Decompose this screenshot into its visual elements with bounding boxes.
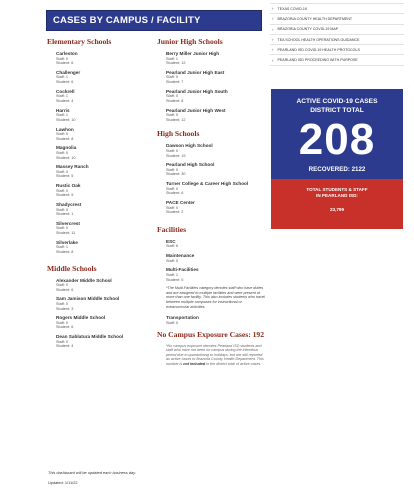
student-count [56,174,147,179]
update-notice: This dashboard will be updated each business day. [48,470,136,475]
junior-school-name: Pearland Junior High South [166,88,228,94]
student-count [166,118,267,123]
student-count [166,154,267,159]
student-value: 6 [71,80,74,85]
junior-school-name: Pearland Junior High East [166,69,225,75]
no-campus-note-bold: not included [183,361,206,366]
elementary-school-name: Lawhon [56,126,74,132]
staff-value: 1 [65,75,68,80]
student-value: 6 [71,61,74,66]
staff-label: Staff: [56,94,65,99]
student-value: 5 [71,193,74,198]
chevron-right-icon: › [272,47,274,53]
high-school-name: PACE Center [166,200,195,206]
transportation-name: Transportation [166,315,199,321]
student-label: Student: [56,80,71,85]
active-cases-panel [271,89,403,229]
staff-label: Staff: [56,226,65,231]
sidebar-links [270,4,404,66]
elementary-school-name: Shadycrest [56,202,82,207]
middle-title: Middle Schools [47,263,97,273]
population-label-1: TOTAL STUDENTS & STAFF [306,187,368,192]
chevron-right-icon: › [272,6,274,12]
student-label: Student: [56,231,71,236]
no-campus-note-post: in the district total of active cases. [205,361,262,366]
staff-label: Staff: [56,56,65,61]
staff-value: 0 [65,207,68,212]
high-entry [166,143,267,158]
elementary-school-name: Silvercrest [56,220,80,226]
student-count [56,193,147,198]
transportation-entry [166,315,267,325]
high-entry [166,200,267,215]
staff-value: 0 [175,186,178,191]
sidebar-link[interactable] [270,35,404,45]
student-label: Student: [56,155,71,160]
student-label: Student: [56,306,71,311]
staff-label: Staff: [166,205,175,210]
staff-value: 0 [65,132,68,137]
high-entry [166,181,267,196]
student-value: 12 [181,61,186,66]
staff-value: 0 [175,113,178,118]
staff-label: Staff: [56,75,65,80]
junior-entry [166,70,267,85]
facility-entry [166,267,267,282]
recovered-count: RECOVERED: 2122 [308,166,366,173]
facility-count: Staff: 1 [166,272,178,277]
middle-entry [56,315,147,330]
footer [48,470,248,485]
elementary-entry [56,240,147,255]
chevron-right-icon: › [272,57,274,63]
student-value: 6 [181,191,184,196]
sidebar-link-label: BRAZORIA COUNTY COVID-19 MAP [277,27,339,32]
student-value: 12 [181,117,186,122]
student-value: 4 [71,344,74,349]
junior-entry [166,89,267,104]
staff-label: Staff: [166,167,175,172]
elementary-school-name: Rustic Oak [56,183,81,189]
middle-school-name: Dean Sablatura Middle School [56,334,124,340]
student-label: Student: [56,136,71,141]
student-count [56,156,147,161]
student-value: 3 [71,306,74,311]
staff-value: 0 [65,150,68,155]
staff-value: 0 [175,94,178,99]
elementary-entry [56,145,147,160]
student-value: 6 [71,325,74,330]
student-value: 8 [71,249,74,254]
elementary-title: Elementary Schools [47,37,112,46]
left-column [47,37,147,353]
elementary-school-name: Harris [56,107,70,113]
elementary-entry [56,70,147,85]
student-value: 10 [71,117,76,122]
student-count [166,61,267,66]
sidebar-link[interactable] [270,4,404,14]
student-count [56,325,147,330]
staff-label: Staff: [56,320,65,325]
staff-value: 0 [65,56,68,61]
student-label: Student: [56,193,71,198]
middle-school-name: Rogers Middle School [56,315,106,321]
middle-list [47,278,147,349]
high-school-name: Pearland High School [166,162,215,168]
sidebar-link-label: TEA SCHOOL HEALTH OPERATIONS GUIDANCE [277,37,360,42]
student-label: Student: [56,249,71,254]
staff-value: 0 [175,167,178,172]
facility-count: Student: 0 [166,277,184,282]
staff-value: 0 [65,283,68,288]
student-label: Student: [166,80,181,85]
staff-value: 0 [175,205,178,210]
staff-label: Staff: [56,283,65,288]
staff-label: Staff: [56,302,65,306]
elementary-school-name: Challenger [56,69,81,75]
student-label: Student: [166,172,181,177]
staff-value: 0 [65,320,68,325]
junior-entry [166,51,267,66]
main-content [46,10,265,467]
population-box [271,179,403,229]
right-column [157,37,267,372]
student-label: Student: [166,61,181,66]
student-value: 30 [181,172,186,177]
population-label-2: IN PEARLAND ISD: [316,193,358,198]
student-label: Student: [56,325,71,330]
middle-school-name: Alexander Middle School [56,277,112,283]
sidebar-link[interactable] [270,45,404,55]
no-campus-title: No Campus Exposure Cases: 192 [157,329,265,339]
student-value: 7 [181,80,184,85]
student-count [56,250,147,255]
staff-label: Staff: [166,75,175,80]
elementary-entry [56,108,147,123]
staff-value: 1 [175,56,178,61]
facilities-title: Facilities [157,224,187,234]
population-count: 23,799 [329,207,345,212]
no-campus-note-pre: *No campus exposure denotes Pearland ISD students and staff who have not been on campus during the infectious period due to quarantining or holidays, but are still reported as active cases to Brazoria County Health Department. This number is [166,343,264,366]
elementary-entry [56,164,147,179]
junior-list [157,51,267,122]
elementary-school-name: Carleston [56,51,78,56]
staff-value: 0 [65,302,68,306]
chevron-right-icon: › [272,16,274,22]
sidebar-link[interactable] [270,25,404,35]
panel-title-2: DISTRICT TOTAL [310,107,364,114]
student-value: 19 [181,153,186,158]
junior-school-name: Berry Miller Junior High [166,51,220,56]
staff-value: 1 [65,113,68,118]
student-value: 8 [181,98,184,103]
updated-date: Updated: 1/11/22 [48,480,78,485]
staff-label: Staff: [56,339,65,344]
chevron-right-icon: › [272,37,274,43]
staff-value: 0 [175,149,178,153]
staff-value: 0 [65,339,68,344]
student-label: Student: [166,117,181,122]
middle-entry [56,278,147,293]
junior-title: Junior High Schools [157,37,223,46]
student-count [56,118,147,123]
student-count [166,80,267,85]
high-entry [166,162,267,177]
staff-label: Staff: [166,94,175,99]
staff-label: Staff: [56,150,65,155]
student-label: Student: [166,191,181,196]
elementary-entry [56,89,147,104]
sidebar-link[interactable] [270,55,404,65]
elementary-school-name: Silverlake [56,239,78,245]
staff-label: Staff: [166,149,175,153]
student-count [56,231,147,236]
student-count [166,99,267,104]
staff-label: Staff: [166,113,175,118]
banner-title: CASES BY CAMPUS / FACILITY [53,15,201,26]
student-count [56,61,147,66]
staff-value: 1 [65,245,68,250]
student-count [166,210,267,215]
elementary-entry [56,202,147,217]
student-label: Student: [166,98,181,103]
campus-columns [46,37,265,467]
student-label: Student: [56,61,71,66]
staff-value: 0 [65,226,68,231]
sidebar [270,0,404,66]
staff-value: 0 [65,188,68,193]
sidebar-link-label: PEARLAND ISD COVID-19 HEALTH PROTOCOLS [277,47,360,52]
student-label: Student: [56,344,71,349]
transportation-staff: Staff: 0 [166,320,178,325]
elementary-school-name: Cockrell [56,88,75,94]
student-value: 10 [71,155,76,160]
facility-entry [166,253,267,263]
facilities-list [157,239,267,282]
student-label: Student: [56,174,71,179]
student-value: 4 [71,98,74,103]
elementary-entry [56,51,147,66]
staff-label: Staff: [56,188,65,193]
student-label: Student: [56,212,71,217]
facility-entry [166,239,267,249]
facility-name: Multi-Facilities [166,267,199,273]
middle-entry [56,296,147,311]
staff-value: 1 [65,94,68,99]
facility-count: Staff: 6 [166,244,178,249]
student-count [56,344,147,349]
no-campus-note [166,344,266,367]
cases-banner [46,10,262,31]
chevron-right-icon: › [272,26,274,32]
student-count [56,288,147,293]
facility-name: Maintenance [166,253,195,259]
high-school-name: Dawson High School [166,143,213,149]
middle-school-name: Sam Jamison Middle School [56,296,120,302]
student-value: 6 [71,287,74,292]
staff-value: 0 [175,75,178,80]
student-label: Student: [56,117,71,122]
staff-label: Staff: [56,207,65,212]
staff-label: Staff: [166,56,175,61]
elementary-school-name: Massey Ranch [56,164,89,170]
high-list [157,143,267,214]
sidebar-link-label: BRAZORIA COUNTY HEALTH DEPARTMENT [277,16,353,21]
junior-entry [166,108,267,123]
staff-label: Staff: [56,245,65,250]
elementary-entry [56,183,147,198]
multi-facilities-note: *The Multi-Facilities category denotes staff who have duties and are assigned to multiple facilities and were present at more than one facility. This also includes students who travel between multiple campuses for instructional or extracurricular activities. [166,286,265,309]
middle-entry [56,334,147,349]
panel-title-1: ACTIVE COVID-19 CASES [296,98,378,105]
student-label: Student: [56,98,71,103]
staff-value: 0 [65,169,68,174]
student-value: 1 [71,212,74,217]
elementary-entry [56,221,147,236]
junior-school-name: Pearland Junior High West [166,107,226,113]
student-label: Student: [166,153,181,158]
sidebar-link[interactable] [270,14,404,24]
elementary-entry [56,127,147,142]
high-school-name: Turner College & Career High School [166,181,249,187]
elementary-school-name: Magnolia [56,145,77,151]
staff-label: Staff: [166,186,175,191]
facility-name: ESC [166,238,176,244]
high-title: High Schools [157,129,200,139]
sidebar-link-label: PEARLAND ISD PROCEEDING WITH PURPOSE [277,58,358,63]
student-count [56,307,147,312]
student-value: 8 [71,136,74,141]
student-value: 2 [181,210,184,215]
student-count [56,212,147,217]
student-count [56,137,147,142]
staff-label: Staff: [56,113,65,118]
student-label: Student: [166,210,181,215]
student-count [56,80,147,85]
student-value: 11 [71,231,76,236]
staff-label: Staff: [56,169,65,174]
student-count [56,99,147,104]
district-total: 208 [298,115,376,164]
staff-label: Staff: [56,132,65,137]
student-value: 5 [71,174,74,179]
student-label: Student: [56,287,71,292]
student-count [166,191,267,196]
elementary-list [47,51,147,255]
sidebar-link-label: TEXAS COVID-19 [277,6,307,11]
facility-count: Staff: 0 [166,258,178,263]
student-count [166,172,267,177]
